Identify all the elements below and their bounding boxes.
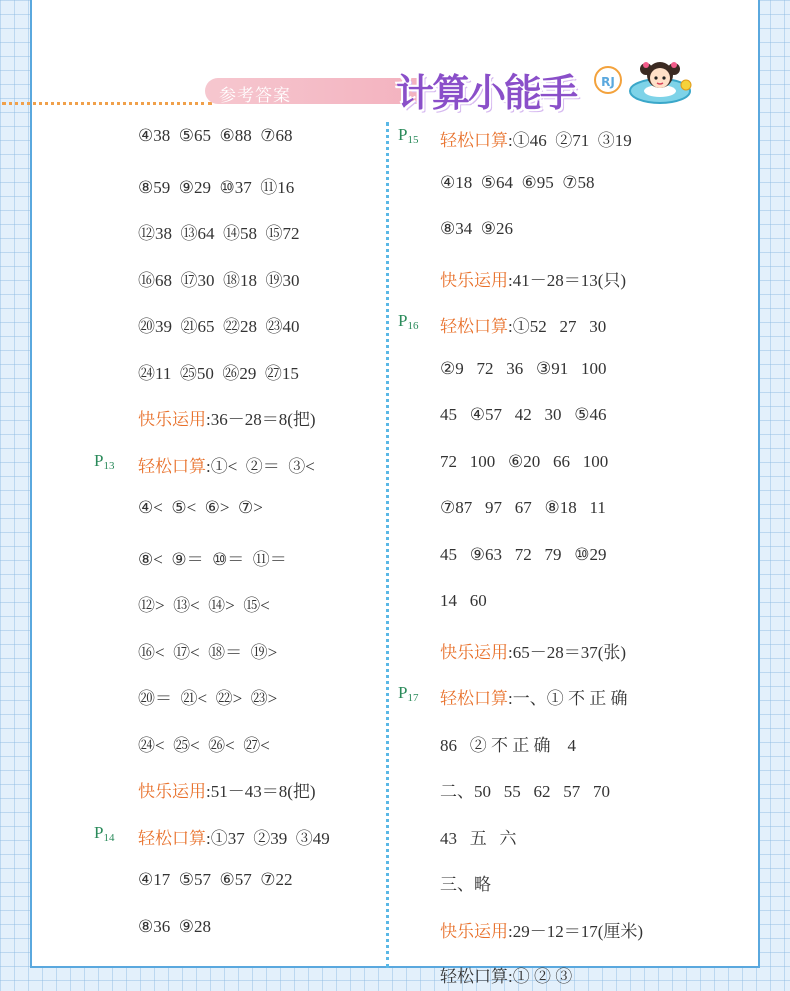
- section-heading: 轻松口算: [138, 828, 206, 848]
- section-heading: 快乐运用: [440, 921, 508, 941]
- page-ref-letter: P: [398, 683, 408, 702]
- answer-line: [440, 126, 632, 151]
- answer-line: [138, 359, 299, 384]
- answer-line: [440, 405, 606, 425]
- answer-text: :①< ②＝ ③<: [206, 456, 315, 476]
- answer-line: [440, 173, 594, 193]
- answer-line: [138, 824, 330, 849]
- page-ref-number: 17: [407, 692, 419, 704]
- answer-line: [138, 219, 300, 244]
- answer-line: [440, 312, 606, 337]
- answer-line: [440, 359, 606, 379]
- answer-text: :①52 27 30: [508, 317, 607, 336]
- answer-text: 二、50 55 62 57 70: [440, 782, 610, 801]
- answer-line: [440, 824, 517, 849]
- answer-text: :41－28＝13(只): [508, 270, 627, 290]
- answer-line: [138, 870, 292, 890]
- answer-text: :①37 ②39 ③49: [206, 828, 330, 848]
- answer-line: [138, 684, 277, 709]
- column-divider: [386, 122, 389, 968]
- answer-line: [138, 126, 292, 146]
- answer-line: [138, 312, 300, 337]
- section-heading: 轻松口算: [440, 689, 508, 708]
- answer-line: [440, 266, 626, 291]
- section-heading: 快乐运用: [440, 642, 508, 662]
- header-label-banner: [205, 78, 420, 104]
- answer-line: [440, 870, 491, 895]
- answer-line: [440, 591, 487, 611]
- section-heading: 快乐运用: [138, 410, 206, 429]
- edition-badge: RJ: [594, 66, 622, 94]
- answer-text: 45 ④57 42 30 ⑤46: [440, 405, 607, 424]
- answer-text: ⑳＝ ㉑< ㉒> ㉓>: [138, 689, 278, 708]
- answer-text: ②9 72 36 ③91 100: [440, 358, 607, 378]
- answer-line: [440, 638, 626, 663]
- answer-line: [138, 917, 211, 937]
- answer-text: ④< ⑤< ⑥> ⑦>: [138, 498, 263, 517]
- answer-line: [440, 777, 610, 802]
- answer-text: ④17 ⑤57 ⑥57 ⑦22: [138, 870, 293, 889]
- answer-line: [138, 173, 294, 198]
- page-ref-label: [94, 451, 114, 472]
- section-heading: 轻松口算: [138, 456, 206, 476]
- answer-text: ⑯68 ⑰30 ⑱18 ⑲30: [138, 270, 300, 290]
- answer-line: [440, 731, 576, 756]
- brand-title: 计算小能手: [396, 71, 577, 115]
- answer-text: :29－12＝17(厘米): [508, 921, 644, 941]
- page-ref-letter: P: [398, 125, 408, 144]
- section-heading: 快乐运用: [138, 782, 206, 801]
- answer-line: [440, 545, 606, 565]
- answer-line: [138, 591, 270, 616]
- answer-line: [138, 405, 316, 430]
- answer-text: 14 60: [440, 591, 487, 610]
- answer-line: [440, 452, 608, 472]
- answer-text: 86 ② 不 正 确 4: [440, 735, 576, 755]
- page-ref-number: 15: [407, 134, 419, 146]
- answer-line: [440, 684, 627, 709]
- page-ref-number: 16: [407, 320, 419, 332]
- section-heading: 轻松口算: [440, 317, 508, 336]
- page-ref-label: [398, 125, 418, 146]
- answer-line: [138, 452, 315, 477]
- answer-line: [138, 638, 277, 663]
- answer-text: ⑯< ⑰< ⑱＝ ⑲>: [138, 642, 278, 662]
- answer-line: [138, 266, 300, 291]
- answer-text: 72 100 ⑥20 66 100: [440, 451, 609, 471]
- page-ref-label: [398, 311, 418, 332]
- page-ref-letter: P: [94, 822, 104, 842]
- section-heading: 快乐运用: [440, 270, 508, 290]
- answer-line: [138, 545, 287, 570]
- answer-line: [440, 219, 513, 239]
- answer-line: [138, 731, 270, 756]
- answer-text: ⑫> ⑬< ⑭> ⑮<: [138, 596, 270, 615]
- answer-text: ⑧34 ⑨26: [440, 219, 513, 238]
- answer-line: [440, 917, 643, 942]
- answer-text: ⑧< ⑨＝ ⑩＝ ⑪＝: [138, 549, 287, 569]
- answer-text: ④18 ⑤64 ⑥95 ⑦58: [440, 172, 595, 192]
- cut-off-line: 轻松口算:① ② ③: [440, 967, 573, 986]
- answer-text: 45 ⑨63 72 79 ⑩29: [440, 544, 607, 564]
- answer-text: ⑦87 97 67 ⑧18 11: [440, 498, 606, 517]
- page-ref-number: 14: [103, 831, 115, 844]
- answer-text: :51－43＝8(把): [206, 782, 316, 801]
- answer-text: ㉔< ㉕< ㉖< ㉗<: [138, 735, 270, 755]
- answer-text: ⑫38 ⑬64 ⑭58 ⑮72: [138, 224, 300, 243]
- header-dotted-rule: [2, 102, 212, 105]
- header-label: 参考答案: [219, 86, 291, 106]
- answer-line: [138, 777, 316, 802]
- answer-text: ⑳39 ㉑65 ㉒28 ㉓40: [138, 317, 300, 336]
- answer-text: 三、略: [440, 875, 491, 894]
- answer-text: ⑧59 ⑨29 ⑩37 ⑪16: [138, 177, 295, 197]
- page-ref-label: [398, 683, 418, 704]
- answer-text: ④38 ⑤65 ⑥88 ⑦68: [138, 126, 293, 145]
- answer-line: [440, 498, 606, 518]
- page-ref-number: 13: [103, 459, 115, 472]
- answer-text: :65－28＝37(张): [508, 642, 627, 662]
- page-ref-letter: P: [94, 450, 104, 470]
- section-heading: 轻松口算: [440, 131, 508, 150]
- answer-text: :①46 ②71 ③19: [508, 131, 632, 150]
- answer-text: :一、① 不 正 确: [508, 689, 628, 708]
- page-ref-letter: P: [398, 311, 408, 330]
- answer-text: :36－28＝8(把): [206, 410, 316, 429]
- answer-text: ⑧36 ⑨28: [138, 916, 211, 936]
- page-ref-label: [94, 823, 114, 844]
- answer-text: 43 五 六: [440, 828, 517, 848]
- answer-line: [138, 498, 263, 518]
- answer-text: ㉔11 ㉕50 ㉖29 ㉗15: [138, 363, 299, 383]
- mascot-girl-icon: [624, 55, 696, 107]
